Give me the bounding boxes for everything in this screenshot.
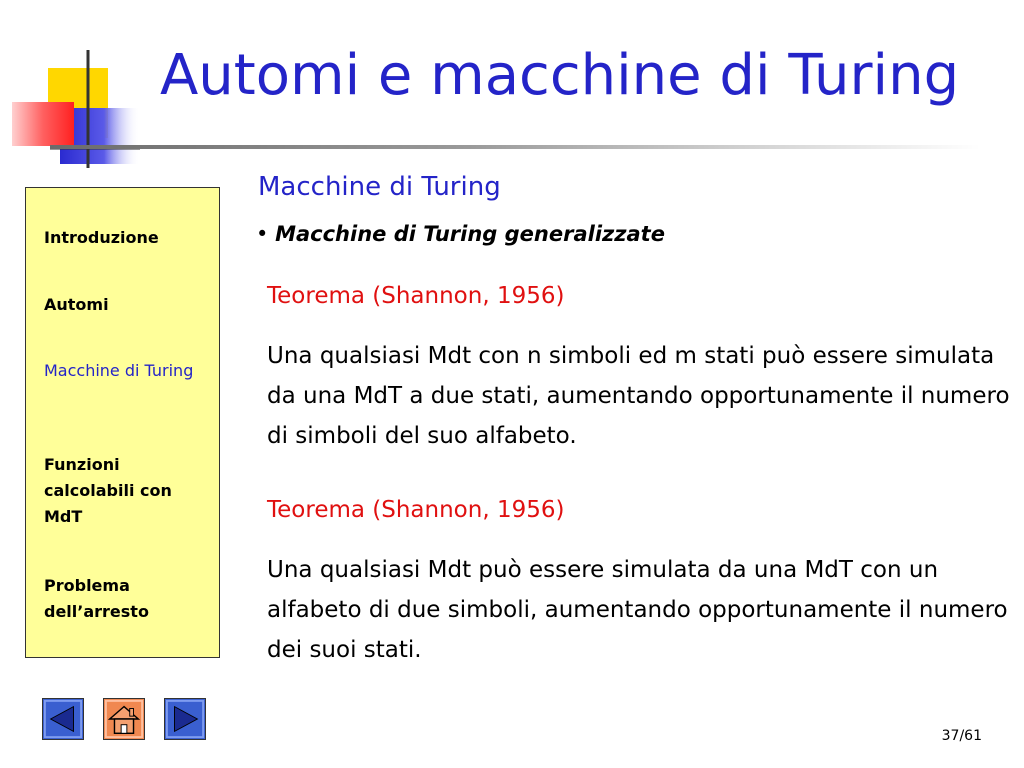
- nav-item-macchine-di-turing[interactable]: Macchine di Turing: [44, 361, 194, 380]
- right-triangle-icon: [165, 699, 205, 739]
- nav-panel: [25, 187, 220, 658]
- theorem-2-title: Teorema (Shannon, 1956): [267, 497, 565, 523]
- bullet-text: Macchine di Turing generalizzate: [275, 222, 665, 246]
- nav-item-automi[interactable]: Automi: [44, 295, 109, 314]
- left-triangle-icon: [43, 699, 83, 739]
- theorem-1-body: Una qualsiasi Mdt con n simboli ed m stati può essere simulata da una MdT a due stati, aumentando opportunamente il numero di simboli del suo alfabeto.: [267, 343, 1010, 449]
- nav-item-funzioni-calcolabili[interactable]: Funzioni calcolabili con MdT: [44, 455, 172, 526]
- home-icon: [104, 699, 144, 739]
- nav-item-problema-arresto[interactable]: Problema dell’arresto: [44, 576, 149, 621]
- bullet-item: [256, 222, 665, 246]
- theorem-2-body: Una qualsiasi Mdt può essere simulata da una MdT con un alfabeto di due simboli, aumentando opportunamente il numero dei suoi stati.: [267, 557, 1008, 663]
- bullet-marker: •: [256, 222, 269, 246]
- next-slide-button[interactable]: [164, 698, 206, 740]
- previous-slide-button[interactable]: [42, 698, 84, 740]
- title-underline: [50, 145, 980, 149]
- nav-item-introduzione[interactable]: Introduzione: [44, 228, 159, 247]
- page-number: 37/61: [941, 728, 982, 744]
- slide-title: Automi e macchine di Turing: [160, 43, 960, 108]
- section-heading: Macchine di Turing: [258, 172, 501, 202]
- home-button[interactable]: [103, 698, 145, 740]
- theorem-1-title: Teorema (Shannon, 1956): [267, 283, 565, 309]
